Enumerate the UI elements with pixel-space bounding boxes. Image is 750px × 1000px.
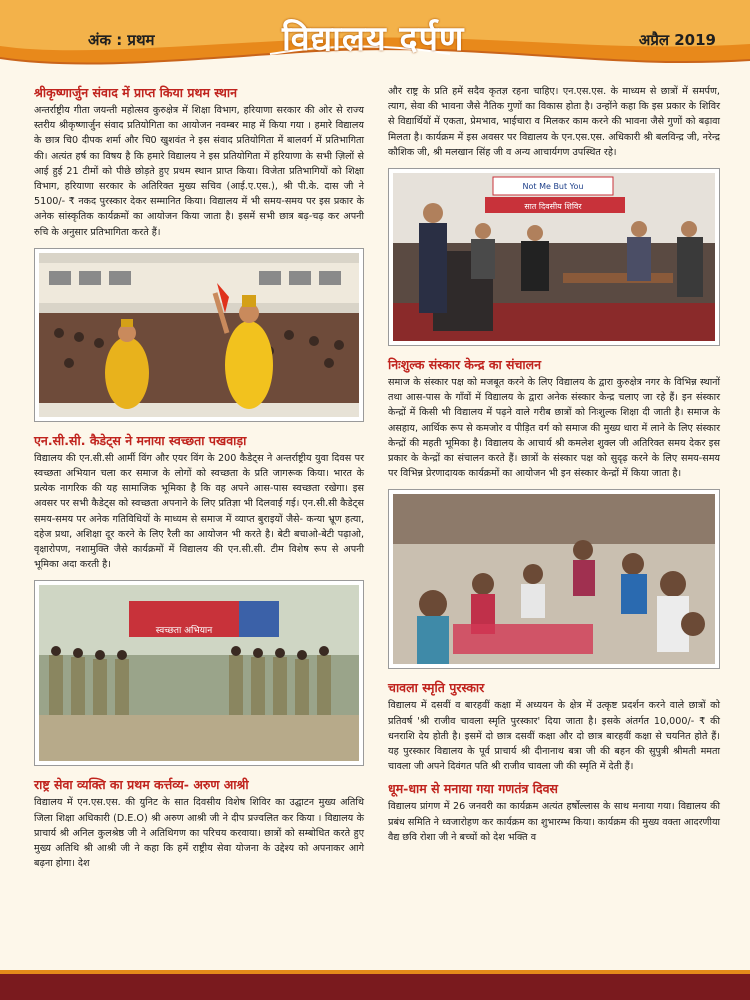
ncc-cadets-image [39, 585, 359, 761]
article-body-chawla-award: विद्यालय में दसवीं व बारहवीं कक्षा में अध्ययन के क्षेत्र में उत्कृष्ट प्रदर्शन करने वाले छात्रों को प्रतिवर्ष 'श्री राजीव चावला स्मृति पुरस्कार' दिया जाता है। इसके अंतर्गत 10,000/- ₹ की धनराशि देय होती है। इसमें दो छात्र दसवीं कक्षा और दो छात्र बारहवीं कक्षा से चयनित होते हैं। यह पुरस्कार विद्यालय के पूर्व प्राचार्य श्री दीनानाथ बत्रा जी की बहन की सुपुत्री श्रीमती ममता चावला जी अपने दिवंगत पति श्री राजीव चावला जी की स्मृति में देती हैं। [388, 700, 720, 773]
article-body-krishnarjun: अन्तर्राष्ट्रीय गीता जयन्ती महोत्सव कुरुक्षेत्र में शिक्षा विभाग, हरियाणा सरकार की ओर से राज्य स्तरीय श्रीकृष्णार्जुन संवाद प्रतियोगिता का आयोजन नवम्बर माह में किया गया । हमारे विद्यालय के छात्र चि0 दीपक शर्मा और चि0 खुशवंत ने इस संवाद प्रतियोगिता में बालवर्ग में प्रतिभागिता की। अत्यंत हर्ष का विषय है कि हमारे विद्यालय ने इस प्रतियोगिता में हरियाणा के सभी ज़िलों से आई हुई 21 टीमों को पीछे छोड़ते हुए प्रथम स्थान प्राप्त किया। विजेता प्रतिभागियों को शिक्षा विभाग, हरियाणा सरकार के अतिरिक्त मुख्य सचिव (आई.ए.एस.), श्री पी.के. दास जी ने 5100/- ₹ नकद पुरस्कार देकर सम्मानित किया। विद्यालय में भी समय-समय पर इस प्रकार के अनेक सांस्कृतिक कार्यक्रमों का आयोजन किया जाता है। इसमें सभी छात्र बढ़-चढ़ कर अपनी रुचि के अनुसार प्रतिभागिता करते हैं। [34, 105, 364, 238]
article-body-ncc: विद्यालय की एन.सी.सी आर्मी विंग और एयर विंग के 200 कैडेट्स ने अन्तर्राष्ट्रीय युवा दिवस पर स्वच्छता अभियान चला कर समाज के लोगों को स्वच्छता के प्रति जागरूक किया। भारत के प्रत्येक नागरिक की यह सामाजिक भूमिका है कि वह अपने आस-पास स्वच्छता रखेगा। इस अवसर पर सभी कैडेट्स को स्वच्छता अपनाने के लिए प्रतिज्ञा भी दिलवाई गई। एन.सी.सी कैडेट्स समय-समय पर अनेक गतिविधियों के माध्यम से समाज में व्याप्त बुराइयों जैसे- कन्या भ्रूण हत्या, दहेज प्रथा, अशिक्षा दूर करने के लिए रैली का आयोजन भी करते है। बेटी बचाओ-बेटी पढ़ाओ, वृक्षारोपण, नशामुक्ति जैसे कार्यक्रमों में विद्यालय की एन.सी.सी. टीम विशेष रूप से अपनी भूमिका अदा करती है। [34, 452, 364, 571]
ncc-banner-text: स्वच्छता अभियान [155, 626, 213, 637]
article-body-nss: विद्यालय में एन.एस.एस. की युनिट के सात दिवसीय विशेष शिविर का उद्घाटन मुख्य अतिथि जिला शिक्षा अधिकारी (D.E.O) श्री अरुण आश्री जी ने दीप प्रज्वलित कर किया । विद्यालय के प्राचार्य श्री अनिल कुलश्रेष्ठ जी ने अतिथिगण का परिचय करवाया। छात्रों को सम्बोधित करते हुए मुख्य अतिथि श्री आश्री जी ने कहा कि हमें राष्ट्रीय सेवा योजना के उद्देश्य को अपनाकर आगे बढ़ना होगा। देश [34, 797, 364, 870]
article-heading-sanskar-kendra: निःशुल्क संस्कार केन्द्र का संचालन [388, 357, 542, 373]
nss-motto-text: Not Me But You [522, 182, 584, 192]
photo-nss-camp [388, 168, 720, 346]
sanskar-kendra-image [393, 494, 715, 664]
photo-sanskar-kendra [388, 489, 720, 669]
photo-stage-performance [34, 248, 364, 422]
right-column [388, 84, 720, 845]
masthead-title: विद्यालय दर्पण [282, 19, 465, 59]
stage-performance-image [39, 253, 359, 417]
page-footer-band [0, 974, 750, 1000]
issue-date: अप्रैल 2019 [638, 31, 716, 49]
nss-banner-text: सात दिवसीय शिविर [524, 202, 582, 212]
article-heading-nss: राष्ट्र सेवा व्यक्ति का प्रथम कर्त्तव्य- अरुण आश्री [34, 777, 249, 793]
article-body-sanskar-kendra: समाज के संस्कार पक्ष को मजबूत करने के लिए विद्यालय के द्वारा कुरुक्षेत्र नगर के विभिन्न स्थानों तथा आस-पास के गाँवों में विद्यालय के द्वारा अनेक संस्कार केन्द्र चलाए जा रहे हैं। इन संस्कार केन्द्रों में किसी भी विद्यालय में पढ़ने वाले गरीब छात्रों को निःशुल्क शिक्षा दी जाती है। समाज के असहाय, आर्थिक रूप से कमजोर व पीड़ित वर्ग को समाज की मुख्य धारा में लाने के लिए संस्कार केन्द्रों की महती भूमिका है। विद्यालय के आचार्य श्री कमलेश शुक्ल जी अतिरिक्त समय देकर इस प्रकार के केन्द्रों का संचालन करते हैं। छात्रों के संस्कार पक्ष को सुदृढ़ करने के लिए समय-समय पर विभिन्न प्रेरणादायक कार्यक्रमों का आयोजन भी इन संस्कार केन्द्रों में किया जाता है। [388, 377, 720, 480]
issue-number: अंक : प्रथम [88, 31, 155, 49]
nss-camp-image [393, 173, 715, 341]
article-heading-republic-day: धूम-धाम से मनाया गया गणतंत्र दिवस [388, 781, 558, 797]
left-column [34, 84, 364, 871]
article-heading-ncc: एन.सी.सी. कैडेट्स ने मनाया स्वच्छता पखवाड़ा [34, 432, 247, 448]
masthead-banner [0, 0, 750, 78]
article-body-republic-day: विद्यालय प्रांगण में 26 जनवरी का कार्यक्रम अत्यंत हर्षोल्लास के साथ मनाया गया। विद्यालय की प्रबंध समिति ने ध्वजारोहण कर कार्यक्रम का शुभारम्भ किया। कार्यक्रम की मुख्य वक्ता आदरणीया वैद्य छवि रोशा जी ने बच्चों को देश भक्ति व [388, 801, 720, 843]
footer-accent-stripe [0, 970, 750, 974]
article-body-nss-continued: और राष्ट्र के प्रति हमें सदैव कृतज्ञ रहना चाहिए। एन.एस.एस. के माध्यम से छात्रों में समर्पण, त्याग, सेवा की भावना जैसे नैतिक गुणों का विकास होता है। उन्होंने कहा कि इस प्रकार के शिविर से विद्यार्थियों में एकता, प्रेमभाव, भाईचारा व मिलकर काम करने की भावना जैसे गुणों को बढ़ावा मिलता है। कार्यक्रम में इस अवसर पर विद्यालय के एन.एस.एस. अधिकारी श्री बलविन्द्र जी, नरेन्द्र कौशिक जी, श्री मलखान सिंह जी व अन्य आचार्यगण उपस्थित रहे। [388, 86, 720, 158]
photo-ncc-cadets [34, 580, 364, 766]
article-heading-chawla-award: चावला स्मृति पुरस्कार [388, 680, 485, 696]
article-heading-krishnarjun: श्रीकृष्णार्जुन संवाद में प्राप्त किया प्रथम स्थान [34, 85, 238, 100]
